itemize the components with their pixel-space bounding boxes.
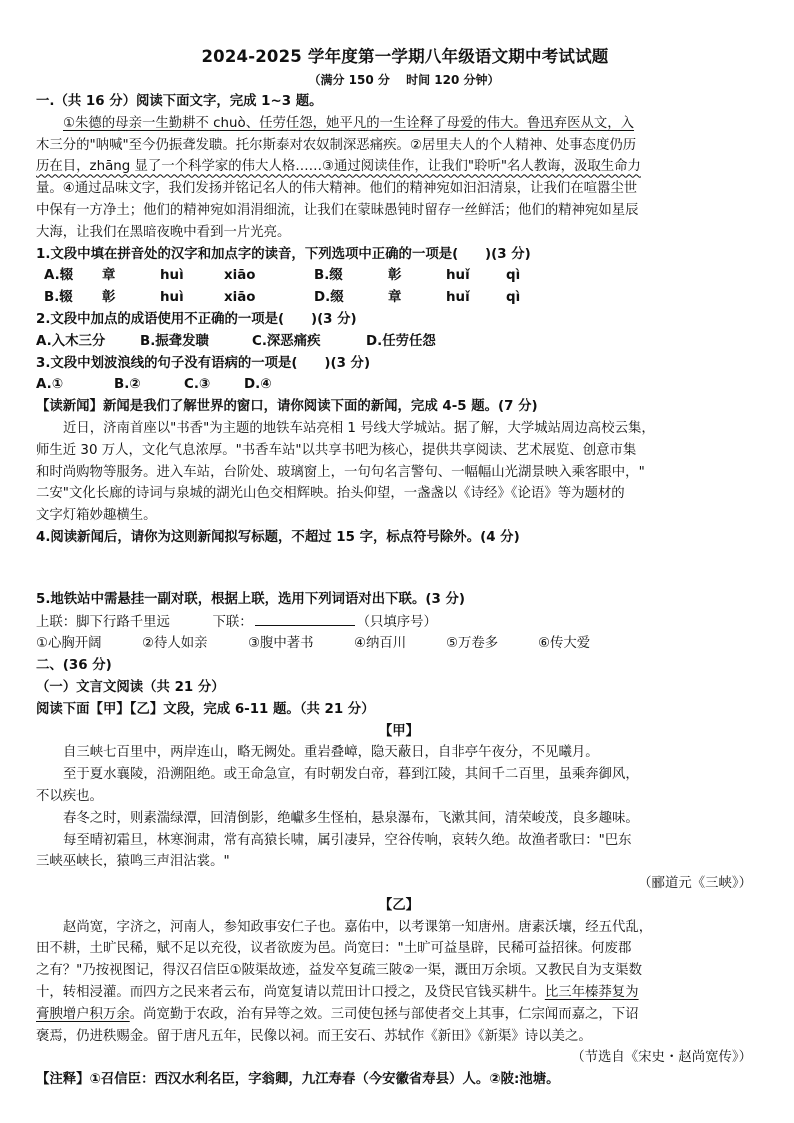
q3-opt-a: A.① (36, 377, 64, 393)
notes: 【注释】①召信臣：西汉水利名臣，字翁卿，九江寿春（今安徽省寿县）人。②陂:池塘。 (36, 1072, 560, 1088)
yi-line-6: 褒焉，仍进秩赐金。留于唐凡五年，民像以祠。而王安石、苏轼作《新田》《新渠》诗以美之。 (36, 1028, 592, 1044)
part2-heading: 二、(36 分) (36, 658, 112, 674)
q1-opt-d-4: qì (506, 290, 521, 306)
q5-upper-couplet: 上联：脚下行路千里远 (36, 614, 170, 630)
q1-opt-b-4: qì (506, 268, 521, 284)
q1-opt-c-4: xiāo (224, 290, 256, 306)
exam-title: 2024-2025 学年度第一学期八年级语文期中考试试题 (201, 47, 609, 66)
q1-opt-a-3: huì (160, 268, 184, 284)
news-heading: 【读新闻】新闻是我们了解世界的窗口，请你阅读下面的新闻，完成 4-5 题。(7 分) (36, 399, 538, 415)
q5-lower-note: （只填序号） (356, 614, 437, 630)
news-line-5: 文字灯箱妙趣横生。 (36, 508, 157, 524)
q1-options-row-2 (36, 287, 762, 309)
jia-line-6: 三峡巫峡长，猿鸣三声泪沾裳。" (36, 854, 230, 870)
q2-opt-b: B.振聋发聩 (140, 333, 209, 349)
jia-line-3: 不以疾也。 (36, 788, 103, 804)
q5-options (36, 633, 762, 655)
q1-opt-b-2: 彰 (388, 268, 402, 284)
news-line-3: 和时尚购物等服务。进入车站，台阶处、玻璃窗上，一句句名言警句、一幅幅山光湖景映入乘客眼中，" (36, 464, 645, 480)
q5-couplet (36, 611, 762, 634)
q2-stem: 2.文段中加点的成语使用不正确的一项是( )(3 分) (36, 311, 357, 327)
yi-source: （节选自《宋史・赵尚宽传》） (571, 1050, 752, 1066)
exam-subtitle: （满分 150 分 时间 120 分钟） (308, 73, 500, 87)
q1-opt-a: A.辍 (44, 268, 74, 284)
jia-source: （郦道元《三峡》） (638, 876, 752, 892)
passage-line-4: 量。④通过品味文字，我们发扬并铭记名人的伟大精神。他们的精神宛如汩汩清泉，让我们在喧嚣尘世 (36, 181, 638, 197)
q5-opt-5: ⑤万卷多 (446, 636, 499, 652)
jia-label: 【甲】 (378, 723, 420, 739)
q5-stem: 5.地铁站中需悬挂一副对联，根据上联，选用下列词语对出下联。(3 分) (36, 591, 465, 607)
part1-heading: 一.（共 16 分）阅读下面文字，完成 1~3 题。 (36, 94, 323, 109)
news-line-1: 近日，济南首座以"书香"为主题的地铁车站亮相 1 号线大学城站。据了解，大学城站周边高校云集， (63, 420, 655, 436)
q2-opt-d: D.任劳任怨 (366, 333, 436, 349)
q1-opt-b-3: huǐ (446, 268, 470, 284)
q3-opt-b: B.② (114, 377, 141, 393)
q5-opt-3: ③腹中著书 (248, 636, 314, 652)
q3-stem: 3.文段中划波浪线的句子没有语病的一项是( )(3 分) (36, 355, 371, 371)
jia-line-1: 自三峡七百里中，两岸连山，略无阙处。重岩叠嶂，隐天蔽日，自非亭午夜分，不见曦月。 (63, 745, 599, 761)
q1-options-row-1 (36, 265, 762, 287)
q3-opt-c: C.③ (184, 377, 211, 393)
q1-opt-c: B.辍 (44, 290, 73, 306)
q1-opt-d: D.缀 (314, 290, 344, 306)
yi-line-4: 十，转相浸灌。而四方之民来者云布，尚宽复请以荒田计口授之，及贷民官钱买耕牛。比三年榛莽复为 (36, 985, 639, 1001)
news-line-4: 二安"文化长廊的诗词与泉城的湖光山色交相辉映。抬头仰望，一盏盏以《诗经》《论语》等为题材的 (36, 486, 625, 502)
q1-opt-a-2: 章 (102, 268, 116, 284)
yi-line-2: 田不耕，土旷民稀，赋不足以充役，议者欲废为邑。尚宽曰："土旷可益垦辟，民稀可益招徕。何废郡 (36, 941, 632, 957)
passage-line-6: 大海，让我们在黑暗夜晚中看到一片光亮。 (36, 224, 291, 240)
part2-sub-heading: （一）文言文阅读（共 21 分） (36, 679, 225, 695)
q2-opt-a: A.入木三分 (36, 333, 106, 349)
q5-opt-6: ⑥传大爱 (538, 636, 591, 652)
passage-line-5: 中保有一方净土；他们的精神宛如涓涓细流，让我们在蒙昧愚钝时留存一丝鲜活；他们的精神宛如星辰 (36, 202, 639, 218)
q1-opt-d-2: 章 (388, 290, 402, 306)
news-line-2: 师生近 30 万人，文化气息浓厚。"书香车站"以共享书吧为核心，提供共享阅读、艺术展览、创意市集 (36, 442, 637, 458)
q5-opt-1: ①心胸开阔 (36, 636, 102, 652)
q1-opt-a-4: xiāo (224, 268, 256, 284)
q1-opt-c-2: 彰 (102, 290, 116, 306)
jia-line-2: 至于夏水襄陵，沿溯阻绝。或王命急宣，有时朝发白帝，暮到江陵，其间千二百里，虽乘奔御风， (63, 767, 639, 783)
yi-underlined-start: 比三年榛莽复为 (544, 985, 639, 1001)
yi-line-3: 之有？"乃按视图记，得汉召信臣①陂渠故迹，益发卒复疏三陂②一渠，溉田万余顷。又教民自为支渠数 (36, 963, 642, 979)
q4-answer-space[interactable] (36, 549, 762, 589)
q1-opt-c-3: huì (160, 290, 184, 306)
q4-stem: 4.阅读新闻后，请你为这则新闻拟写标题，不超过 15 字，标点符号除外。(4 分) (36, 529, 520, 545)
part2-intro: 阅读下面【甲】【乙】文段，完成 6-11 题。（共 21 分） (36, 701, 375, 717)
passage-line-3: 历在目，zhāng 显了一个科学家的伟大人格……③通过阅读佳作，让我们"聆听"名人教诲，汲取生命力 (36, 159, 641, 175)
passage-line-2: 木三分的"呐喊"至今仍振聋发聩。托尔斯泰对农奴制深恶痛疾。②居里夫人的个人精神、处事态度仍历 (36, 137, 637, 153)
yi-line-1: 赵尚宽，字济之，河南人，参知政事安仁子也。嘉佑中，以考课第一知唐州。唐素沃壤，经五代乱， (63, 919, 653, 935)
q5-answer-blank[interactable] (255, 611, 355, 626)
passage-line-1: ①朱德的母亲一生勤耕不 chuò、任劳任怨，她平凡的一生诠释了母爱的伟大。鲁迅弃医从文，入 (63, 115, 635, 131)
q5-opt-2: ②待人如亲 (142, 636, 208, 652)
q5-lower-label: 下联： (212, 614, 253, 630)
yi-label: 【乙】 (378, 897, 420, 913)
jia-line-4: 春冬之时，则素湍绿潭，回清倒影，绝巘多生怪柏，悬泉瀑布，飞漱其间，清荣峻茂，良多趣味。 (63, 810, 639, 826)
q5-opt-4: ④纳百川 (354, 636, 407, 652)
q1-opt-d-3: huǐ (446, 290, 470, 306)
q3-opt-d: D.④ (244, 377, 272, 393)
q2-opt-c: C.深恶痛疾 (252, 333, 321, 349)
yi-line-5: 膏腴增户积万余。尚宽勤于农政，治有异等之效。三司使包拯与部使者交上其事，仁宗闻而嘉之，下诏 (36, 1006, 639, 1022)
yi-underlined-end: 膏腴增户积万余 (36, 1006, 130, 1022)
q1-stem: 1.文段中填在拼音处的汉字和加点字的读音，下列选项中正确的一项是( )(3 分) (36, 246, 531, 262)
q1-opt-b: B.缀 (314, 268, 343, 284)
q2-options (36, 331, 762, 353)
q3-options (36, 374, 762, 396)
exam-page (36, 44, 762, 1091)
jia-line-5: 每至晴初霜旦，林寒涧肃，常有高猿长啸，属引凄异，空谷传响，哀转久绝。故渔者歌曰："巴东 (63, 832, 632, 848)
